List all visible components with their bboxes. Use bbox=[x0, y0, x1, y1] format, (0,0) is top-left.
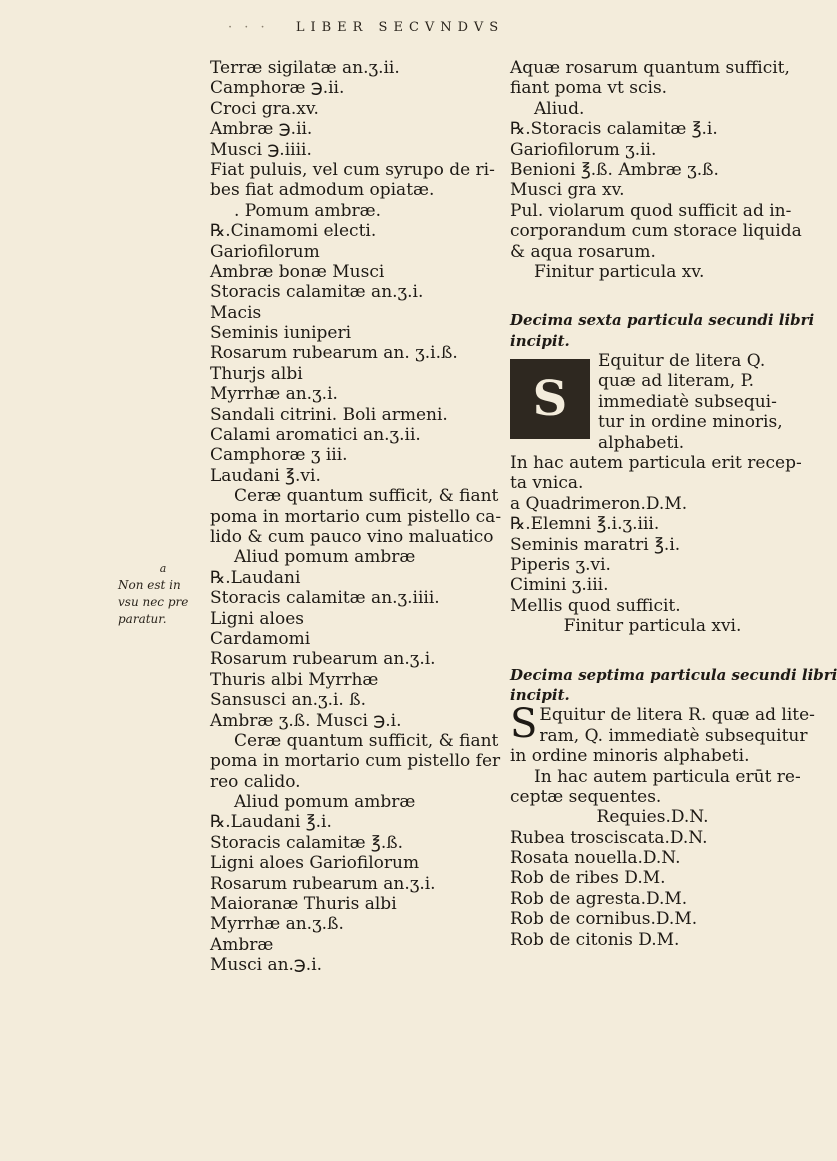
text-line: Aquæ rosarum quantum sufficit, bbox=[510, 58, 790, 78]
text-line: Thurjs albi bbox=[210, 363, 303, 384]
text-line: Maioranæ Thuris albi bbox=[210, 894, 397, 915]
text-line: Benioni ℥.ß. Ambræ ʒ.ß. bbox=[510, 159, 719, 180]
text-line: Ligni aloes Gariofilorum bbox=[210, 853, 420, 874]
text-line: Musci ℈.iiii. bbox=[210, 139, 312, 160]
text-line: Ambræ bonæ Musci bbox=[210, 261, 385, 282]
text-line: Ambræ ʒ.ß. Musci ℈.i. bbox=[210, 710, 402, 731]
text-line: Aliud pomum ambræ bbox=[234, 792, 416, 813]
text-line: Camphoræ ʒ iii. bbox=[210, 445, 348, 466]
text-line: Aliud. bbox=[534, 98, 585, 119]
left-column bbox=[210, 58, 500, 976]
text-line: corporandum cum storace liquida bbox=[510, 221, 802, 242]
text-line: Sansusci an.ʒ.i. ß. bbox=[210, 690, 366, 711]
text-line: Macis bbox=[210, 302, 262, 323]
woodcut-letter: S bbox=[532, 371, 568, 428]
text-line: ℞.Laudani ℥.i. bbox=[210, 812, 332, 833]
margin-note-letter: a bbox=[159, 562, 167, 575]
text-line: bes fiat admodum opiatæ. bbox=[210, 180, 435, 201]
text-line: Gariofilorum ʒ.ii. bbox=[510, 139, 657, 160]
text-line: Rosarum rubearum an. ʒ.i.ß. bbox=[210, 343, 458, 364]
margin-note-line: Non est in bbox=[118, 578, 181, 592]
section-heading: incipit. bbox=[510, 331, 570, 350]
text-line: . Pomum ambræ. bbox=[234, 200, 382, 221]
text-line: Sandali citrini. Boli armeni. bbox=[210, 404, 448, 425]
text-line: ceptæ sequentes. bbox=[510, 786, 662, 807]
text-line: ram, Q. immediatè subsequitur bbox=[539, 725, 808, 746]
text-line: In hac autem particula erūt re- bbox=[534, 766, 801, 787]
text-line: Myrrhæ an.ʒ.ß. bbox=[210, 914, 344, 935]
text-line: Myrrhæ an.ʒ.i. bbox=[210, 384, 338, 405]
text-line: ℞.Cinamomi electi. bbox=[210, 221, 377, 242]
text-line: Storacis calamitæ an.ʒ.iiii. bbox=[210, 588, 440, 609]
text-line: poma in mortario cum pistello fer bbox=[210, 751, 501, 772]
text-line: Cardamomi bbox=[210, 628, 311, 649]
text-line: Rob de ribes D.M. bbox=[510, 868, 666, 889]
text-line: Piperis ʒ.vi. bbox=[510, 554, 611, 575]
text-line: Rosarum rubearum an.ʒ.i. bbox=[210, 649, 436, 670]
text-line: quæ ad literam, P. bbox=[598, 371, 754, 392]
text-line: fiant poma vt scis. bbox=[510, 78, 668, 99]
text-line: Ambræ ℈.ii. bbox=[210, 119, 313, 140]
text-line: ta vnica. bbox=[510, 473, 584, 494]
text-line: alphabeti. bbox=[598, 432, 685, 453]
text-line: Terræ sigilatæ an.ʒ.ii. bbox=[210, 58, 400, 78]
initial-letter: S bbox=[510, 701, 538, 748]
text-line: Storacis calamitæ an.ʒ.i. bbox=[210, 282, 424, 303]
text-line: tur in ordine minoris, bbox=[598, 412, 783, 433]
header-mark: · · · bbox=[228, 20, 269, 35]
text-line: poma in mortario cum pistello ca- bbox=[210, 506, 502, 527]
text-line: & aqua rosarum. bbox=[510, 241, 656, 262]
section-heading: Decima sexta particula secundi libri bbox=[510, 311, 815, 330]
margin-note bbox=[118, 560, 208, 628]
text-line: Seminis maratri ℥.i. bbox=[510, 534, 681, 555]
text-line: reo calido. bbox=[210, 771, 301, 792]
text-line: Rob de cornibus.D.M. bbox=[510, 909, 698, 930]
running-header bbox=[0, 20, 800, 35]
woodcut-initial bbox=[510, 359, 590, 439]
text-line: Equitur de litera R. quæ ad lite- bbox=[539, 705, 815, 726]
text-line: in ordine minoris alphabeti. bbox=[510, 746, 750, 767]
text-line: Mellis quod sufficit. bbox=[510, 595, 681, 616]
text-line: Camphoræ ℈.ii. bbox=[210, 78, 345, 99]
text-line: Rob de agresta.D.M. bbox=[510, 888, 688, 909]
text-line: Requies.D.N. bbox=[596, 807, 709, 828]
text-line: Equitur de litera Q. bbox=[598, 351, 766, 372]
text-line: Finitur particula xvi. bbox=[563, 616, 742, 637]
text-line: Croci gra.xv. bbox=[210, 98, 319, 119]
text-line: ℞.Storacis calamitæ ℥.i. bbox=[510, 119, 718, 140]
text-line: immediatè subsequi- bbox=[598, 391, 777, 412]
section-heading: Decima septima particula secundi libri bbox=[510, 665, 837, 684]
margin-note-line: vsu nec pre bbox=[118, 595, 189, 609]
text-line: ℞.Elemni ℥.i.ʒ.iii. bbox=[510, 514, 660, 535]
section-heading: incipit. bbox=[510, 685, 570, 704]
text-line: Seminis iuniperi bbox=[210, 323, 352, 344]
margin-note-line: paratur. bbox=[118, 612, 167, 626]
text-line: Gariofilorum bbox=[210, 241, 320, 262]
text-line: ℞.Laudani bbox=[210, 567, 301, 588]
text-line: In hac autem particula erit recep- bbox=[510, 453, 802, 474]
running-title: LIBER SECVNDVS bbox=[295, 20, 505, 35]
text-line: lido & cum pauco vino maluatico bbox=[210, 526, 494, 547]
text-line: Fiat puluis, vel cum syrupo de ri- bbox=[210, 159, 495, 180]
text-line: Rosarum rubearum an.ʒ.i. bbox=[210, 873, 436, 894]
text-line: Thuris albi Myrrhæ bbox=[210, 669, 379, 690]
text-line: Ambræ bbox=[210, 934, 274, 955]
right-column bbox=[510, 58, 837, 950]
text-line: Ceræ quantum sufficit, & fiant bbox=[234, 486, 499, 507]
text-line: Rosata nouella.D.N. bbox=[510, 848, 681, 869]
text-line: Rob de citonis D.M. bbox=[510, 929, 680, 950]
text-line: Calami aromatici an.ʒ.ii. bbox=[210, 425, 421, 446]
spacer bbox=[510, 637, 795, 665]
text-line: Musci an.℈.i. bbox=[210, 955, 323, 976]
spacer bbox=[510, 282, 795, 310]
text-line: Cimini ʒ.iii. bbox=[510, 575, 609, 596]
text-line: Musci gra xv. bbox=[510, 180, 625, 201]
text-line: Ceræ quantum sufficit, & fiant bbox=[234, 730, 499, 751]
text-line: Rubea trosciscata.D.N. bbox=[510, 827, 708, 848]
text-line: Aliud pomum ambræ bbox=[234, 547, 416, 568]
text-line: Storacis calamitæ ℥.ß. bbox=[210, 832, 404, 853]
text-line: Ligni aloes bbox=[210, 608, 304, 629]
text-line: a Quadrimeron.D.M. bbox=[510, 493, 688, 514]
text-line: Pul. violarum quod sufficit ad in- bbox=[510, 200, 792, 221]
text-line: Laudani ℥.vi. bbox=[210, 465, 321, 486]
text-line: Finitur particula xv. bbox=[534, 261, 705, 282]
